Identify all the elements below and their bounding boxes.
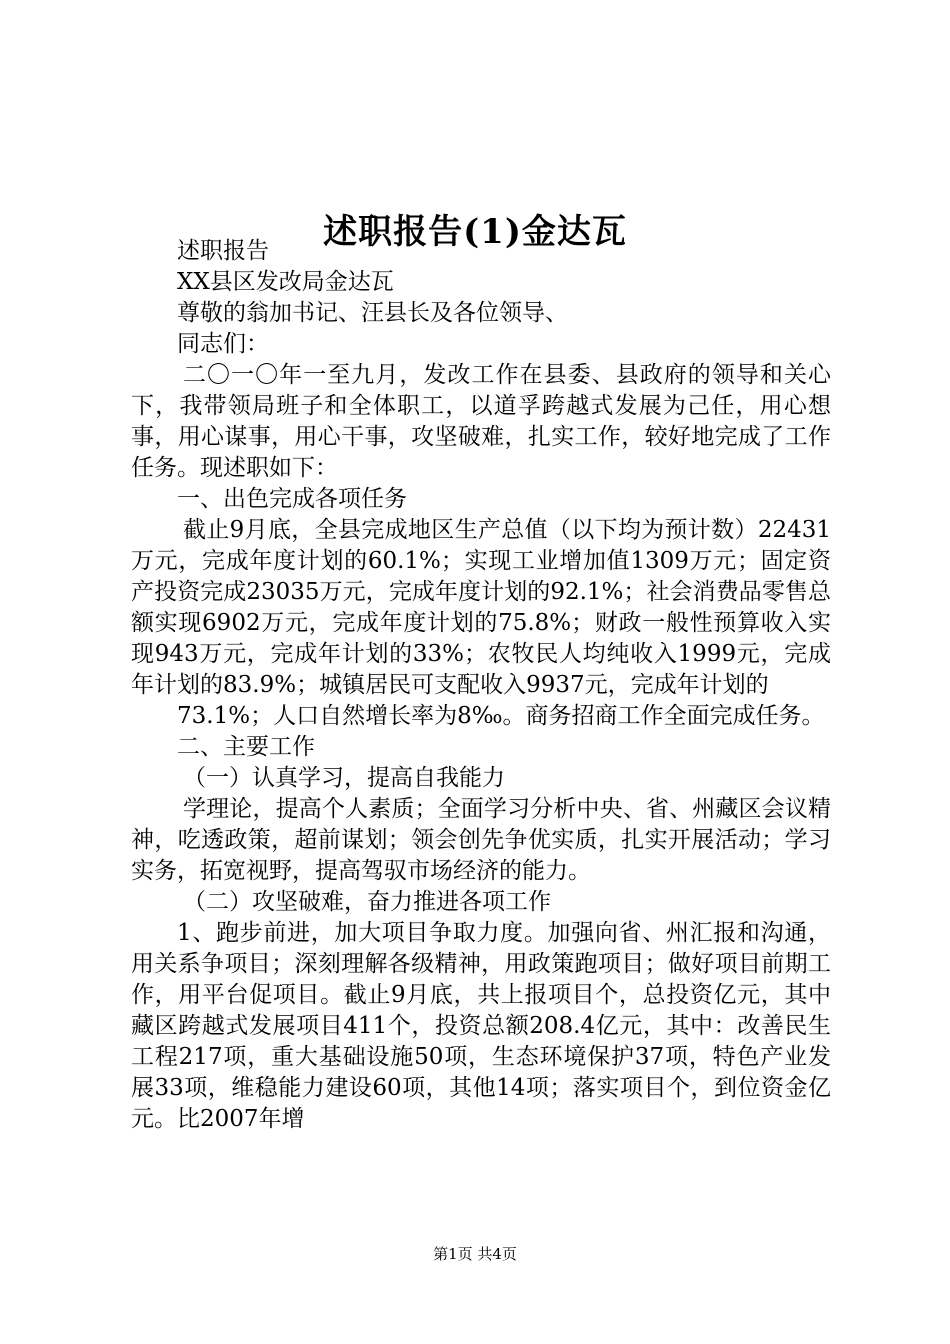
projects-paragraph: 1、跑步前进，加大项目争取力度。加强向省、州汇报和沟通，用关系争项目；深刻理解各级精神，用政策跑项目；做好项目前期工作，用平台促项目。截止9月底，共上报项目个，总投资亿元，其中藏区跨越式发展项目411个，投资总额208.4亿元，其中：改善民生工程217项，重大基础设施50项，生态环境保护37项，特色产业发展33项，维稳能力建设60项，其他14项；落实项目个，到位资金亿元。比2007年增 [131, 920, 831, 1132]
statistics-paragraph: 截止9月底，全县完成地区生产总值（以下均为预计数）22431万元，完成年度计划的60.1%；实现工业增加值1309万元；固定资产投资完成23035万元，完成年度计划的92.1%；社会消费品零售总额实现6902万元，完成年度计划的75.8%；财政一般性预算收入实现943万元，完成年计划的33%；农牧民人均纯收入1999元，完成年计划的83.9%；城镇居民可支配收入9937元，完成年计划的 [131, 517, 831, 698]
document-title: 述职报告(1)金达瓦 [323, 211, 627, 252]
report-label: 述职报告 [177, 238, 269, 264]
section-heading-two: 二、主要工作 [177, 734, 315, 760]
page-footer: 第1页 共4页 [433, 1245, 517, 1263]
author-line: XX县区发改局金达瓦 [177, 269, 394, 295]
section-heading-one: 一、出色完成各项任务 [177, 486, 407, 512]
introduction-paragraph: 二〇一〇年一至九月，发改工作在县委、县政府的领导和关心下，我带领局班子和全体职工，以道孚跨越式发展为己任，用心想事，用心谋事，用心干事，攻坚破难，扎实工作，较好地完成了工作任务。现述职如下： [131, 362, 831, 481]
subsection-heading-two: （二）攻坚破难，奋力推进各项工作 [183, 889, 551, 915]
document-body [131, 236, 831, 1135]
salutation-continued: 同志们： [177, 331, 269, 357]
study-paragraph: 学理论，提高个人素质；全面学习分析中央、省、州藏区会议精神，吃透政策，超前谋划；领会创先争优实质，扎实开展活动；学习实务，拓宽视野，提高驾驭市场经济的能力。 [131, 796, 831, 884]
salutation: 尊敬的翁加书记、汪县长及各位领导、 [177, 300, 568, 326]
statistics-continuation: 73.1%；人口自然增长率为8‰。商务招商工作全面完成任务。 [177, 703, 825, 729]
subsection-heading-one: （一）认真学习，提高自我能力 [183, 765, 505, 791]
